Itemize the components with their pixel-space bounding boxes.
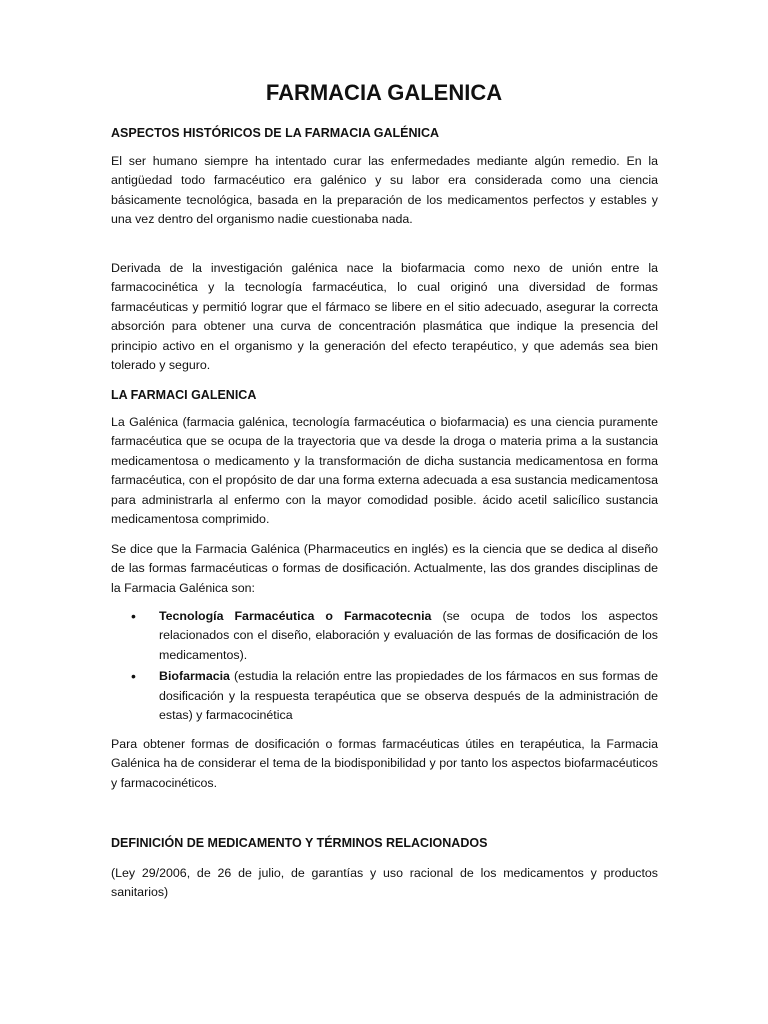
bullet-icon: •	[131, 608, 136, 624]
list-item	[111, 667, 658, 725]
list-item-term: Biofarmacia	[159, 669, 230, 684]
section-heading-galenica: LA FARMACI GALENICA	[111, 388, 257, 402]
paragraph-galenica-2: Se dice que la Farmacia Galénica (Pharmaceutics en inglés) es la ciencia que se dedica al diseño de las formas farmacéuticas o formas de dosificación. Actualmente, las dos grandes disciplinas de la Farmacia Galénica son:	[111, 542, 658, 595]
document-title: FARMACIA GALENICA	[265, 80, 503, 105]
paragraph-definition-1: (Ley 29/2006, de 26 de julio, de garantías y uso racional de los medicamentos y productos sanitarios)	[111, 866, 658, 900]
paragraph-galenica-1: La Galénica (farmacia galénica, tecnología farmacéutica o biofarmacia) es una ciencia puramente farmacéutica que se ocupa de la trayectoria que va desde la droga o materia prima a la sustancia medicamentosa o medicamento y la transformación de dicha sustancia medicamentosa en forma farmacéutica, con el propósito de dar una forma externa adecuada a esa sustancia medicamentosa para administrarla al enfermo con la mayor comodidad posible. ácido acetil salicílico sustancia medicamentosa comprimido.	[111, 415, 658, 527]
list-item-term: Tecnología Farmacéutica o Farmacotecnia	[159, 609, 432, 623]
bullet-icon: •	[131, 668, 136, 685]
section-heading-historical: ASPECTOS HISTÓRICOS DE LA FARMACIA GALÉNICA	[111, 126, 440, 140]
paragraph-historical-1: El ser humano siempre ha intentado curar las enfermedades mediante algún remedio. En la antigüedad todo farmacéutico era galénico y su labor era considerada como una ciencia básicamente tecnológica, basada en la preparación de los medicamentos perfectos y estables y una vez dentro del organismo nadie cuestionaba nada.	[111, 154, 658, 227]
section-heading-definition: DEFINICIÓN DE MEDICAMENTO Y TÉRMINOS RELACIONADOS	[111, 836, 488, 850]
paragraph-galenica-3: Para obtener formas de dosificación o formas farmacéuticas útiles en terapéutica, la Farmacia Galénica ha de considerar el tema de la biodisponibilidad y por tanto los aspectos biofarmacéuticos y farmacocinéticos.	[111, 737, 658, 790]
list-item-description: (estudia la relación entre las propiedades de los fármacos en sus formas de dosificación y la respuesta terapéutica que se observa después de la administración de estas) y farmacocinética	[159, 669, 658, 723]
list-item	[111, 607, 658, 665]
paragraph-historical-2: Derivada de la investigación galénica nace la biofarmacia como nexo de unión entre la farmacocinética y la tecnología farmacéutica, lo cual originó una diversidad de formas farmacéuticas y permitió lograr que el fármaco se libere en el sitio adecuado, asegurar la correcta absorción para obtener una curva de concentración plasmática que indique la presencia del principio activo en el organismo y la generación del efecto terapéutico, y que además sea bien tolerado y seguro.	[111, 261, 658, 373]
disciplines-list	[111, 607, 658, 727]
list-item-description: (se ocupa de todos los aspectos relacionados con el diseño, elaboración y evaluación de las formas de dosificación de los medicamentos).	[159, 609, 658, 662]
